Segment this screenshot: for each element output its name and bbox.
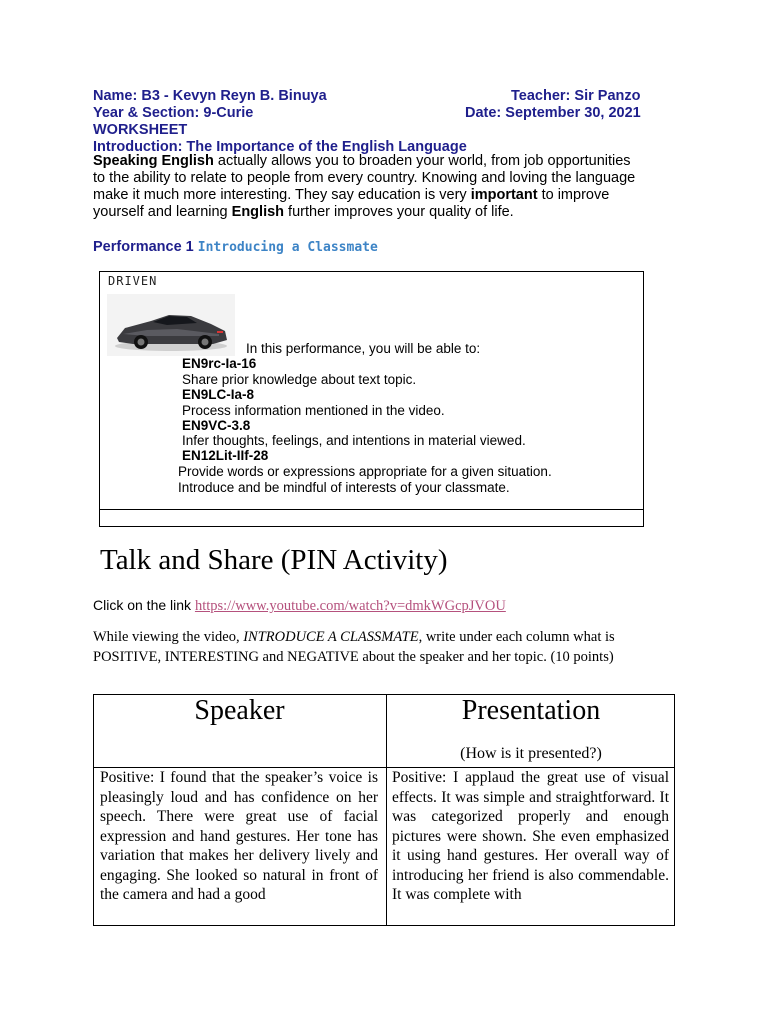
table-column-divider [386, 694, 387, 926]
student-name: Name: B3 - Kevyn Reyn B. Binuya [93, 88, 327, 104]
intro-line: Speaking English actually allows you to broaden your world, from job opportunities [93, 153, 631, 169]
intro-line: to the ability to relate to people from every country. Knowing and loving the language [93, 170, 636, 186]
presentation-subheader: (How is it presented?) [460, 745, 602, 762]
instruction-line: While viewing the video, INTRODUCE A CLASSMATE, write under each column what is [93, 629, 615, 645]
link-line [93, 597, 506, 615]
box-divider [100, 509, 643, 510]
worksheet-date: Date: September 30, 2021 [465, 105, 641, 121]
driven-box [99, 271, 644, 527]
instruction-line: POSITIVE, INTERESTING and NEGATIVE about the speaker and her topic. (10 points) [93, 649, 614, 665]
presentation-cell: Positive: I applaud the great use of visual effects. It was simple and straightforward. It was categorized properly and enough pictures were shown. She even emphasized it using hand gestures. Her overall way of introducing her friend is also commendable. It was complete with [392, 769, 669, 903]
driven-label: DRIVEN [108, 274, 158, 288]
sports-car-image [107, 294, 235, 356]
performance-title: Introducing a Classmate [197, 240, 378, 255]
intro-line: yourself and learning English further improves your quality of life. [93, 204, 514, 220]
activity-instructions [93, 627, 683, 667]
objective-text: Introduce and be mindful of interests of your classmate. [178, 480, 510, 495]
intro-title: Introduction: The Importance of the English Language [93, 139, 467, 155]
intro-paragraph [93, 153, 683, 221]
worksheet-label: WORKSHEET [93, 122, 188, 138]
objective-code: EN9VC-3.8 [182, 418, 251, 433]
performance-heading [93, 239, 378, 255]
objective-code: EN9rc-Ia-16 [182, 356, 257, 371]
link-prefix: Click on the link [93, 597, 195, 613]
objective-code: EN9LC-Ia-8 [182, 387, 255, 402]
performance-label: Performance 1 [93, 239, 194, 255]
objective-code: EN12Lit-IIf-28 [182, 448, 269, 463]
presentation-header: Presentation [461, 695, 601, 726]
speaker-cell: Positive: I found that the speaker’s voice is pleasingly loud and has confidence on her speech. There were great use of facial expression and hand gestures. Her tone has variation that makes her delivery lively and engaging. She looked so natural in front of the camera and had a good [100, 769, 378, 903]
speaker-header: Speaker [194, 695, 285, 726]
activity-title: Talk and Share (PIN Activity) [100, 544, 448, 576]
objectives-lead: In this performance, you will be able to: [246, 341, 481, 356]
youtube-link[interactable]: https://www.youtube.com/watch?v=dmkWGcpJVOU [194, 598, 506, 614]
objective-text: Infer thoughts, feelings, and intentions in material viewed. [182, 433, 526, 448]
intro-line: make it much more interesting. They say education is very important to improve [93, 187, 610, 203]
objective-text: Provide words or expressions appropriate for a given situation. [178, 464, 552, 479]
teacher-name: Teacher: Sir Panzo [511, 88, 641, 104]
objective-text: Share prior knowledge about text topic. [182, 372, 417, 387]
year-section: Year & Section: 9-Curie [93, 105, 254, 121]
objective-text: Process information mentioned in the video. [182, 403, 445, 418]
